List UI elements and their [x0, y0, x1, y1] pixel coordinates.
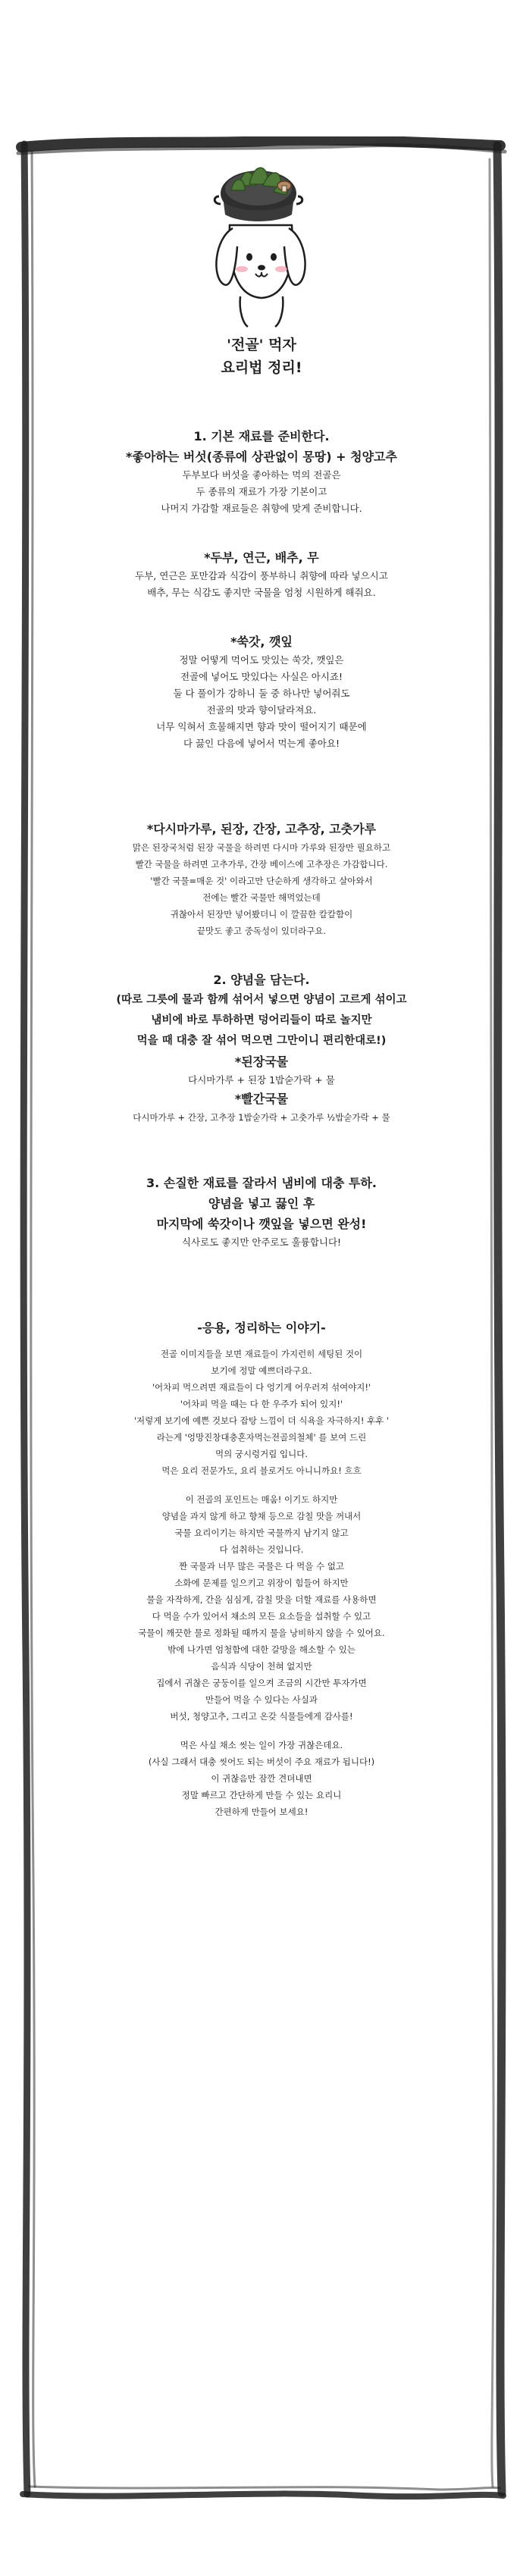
section-2: [38, 970, 485, 1126]
text-line: 밖에 나가면 엄청함에 대한 갈망을 해소할 수 있는: [168, 1644, 355, 1655]
text-line: 양념을 과지 않게 하고 향채 등으로 감칠 맛을 꺼내서: [161, 1511, 362, 1521]
page-title: [38, 334, 485, 379]
story-paragraph-1: [38, 1346, 485, 1479]
title-line-1: '전골' 먹자: [227, 337, 296, 353]
red-broth-heading: *빨간국물: [234, 1092, 289, 1106]
text-line: 나머지 가감할 재료들은 취향에 맞게 준비합니다.: [161, 503, 362, 514]
text-line: 정말 빠르고 간단하게 만들 수 있는 요리니: [181, 1790, 342, 1800]
text-line: 다 먹을 수가 있어서 채소의 모든 요소들을 섭취할 수 있고: [152, 1611, 371, 1622]
dog-with-hotpot-icon: [201, 155, 322, 330]
tofu-heading: *두부, 연근, 배추, 무: [204, 550, 319, 565]
title-line-2: 요리법 정리!: [221, 359, 302, 376]
text-line: 맑은 된장국처럼 된장 국물을 하려면 다시마 가루와 된장만 필요하고: [132, 842, 391, 853]
text-line: '어차피 먹으려면 재료들이 다 엉기게 어우러져 섞여야지!': [152, 1382, 371, 1393]
text-line: '어차피 먹을 때는 다 한 우주가 되어 있지!': [180, 1399, 343, 1409]
text-line: 먹은 사실 채소 씻는 일이 가장 귀찮은데요.: [180, 1740, 343, 1750]
text-line: 만들어 먹을 수 있다는 사실과: [205, 1694, 318, 1705]
text-line: 음식과 식당이 천혀 없지만: [211, 1661, 312, 1672]
story-heading: -응용, 정리하는 이야기-: [197, 1321, 326, 1335]
sauce-section: [38, 819, 485, 939]
section-3-bold-line: 마지막에 쑥갓이나 깻잎을 넣으면 완성!: [156, 1217, 367, 1231]
text-line: 배추, 무는 식감도 좋지만 국물을 엄청 시원하게 해줘요.: [147, 587, 376, 598]
text-line: 끝맛도 좋고 중독성이 있더라구요.: [196, 926, 327, 936]
section-2-bold-line: 냄비에 바로 투하하면 덩어리들이 따로 놀지만: [151, 1014, 372, 1026]
text-line: 이 귀찮음만 잠깐 견뎌내면: [211, 1773, 312, 1784]
text-line: 국물 요리이기는 하지만 국물까지 남기지 않고: [174, 1528, 349, 1538]
text-line: 먹은 요리 전문가도, 요리 블로거도 아니니까요! 흐흐: [161, 1465, 362, 1476]
recipe-content: [38, 334, 485, 1851]
text-line: 두부, 연근은 포만감과 식감이 풍부하니 취향에 따라 넣으시고: [135, 570, 388, 581]
text-line: '저렇게 보기에 예쁜 것보다 잡탕 느낌이 더 식욕을 자극하지! 후후 ': [133, 1415, 390, 1426]
text-line: 빨간 국물을 하려면 고추가루, 간장 베이스에 고추장은 가감합니다.: [135, 859, 388, 870]
text-line: '빨간 국물=매운 것' 이라고만 단순하게 생각하고 살아와서: [150, 876, 373, 886]
text-line: 집에서 귀찮은 궁둥이를 일으켜 조금의 시간만 투자가면: [156, 1678, 367, 1688]
text-line: (사실 그래서 대충 씻어도 되는 버섯이 주요 재료가 됩니다!): [148, 1757, 375, 1767]
greens-section: [38, 631, 485, 752]
text-line: 전골에 넣어도 맛있다는 사실은 아시죠!: [180, 671, 343, 682]
doenjang-recipe: 다시마가루 + 된장 1밥숟가락 + 물: [188, 1074, 335, 1086]
text-line: 전골 이미지들을 보면 재료들이 가지런히 세팅된 것이: [160, 1349, 363, 1359]
section-1-subheading: *좋아하는 버섯(종류에 상관없이 몽땅) + 청양고추: [126, 450, 397, 464]
story-paragraph-3: [38, 1737, 485, 1820]
text-line: 전골의 맛과 향이달라져요.: [206, 704, 317, 716]
greens-heading: *쑥갓, 깻잎: [230, 635, 293, 649]
section-3-bold-line: 양념을 넣고 끓인 후: [208, 1196, 315, 1211]
story-paragraph-2: [38, 1491, 485, 1725]
text-line: 너무 익혀서 흐물해지면 향과 맛이 떨어지기 때문에: [156, 721, 367, 732]
text-line: 둘 다 풀이가 강하니 둘 중 하나만 넣어줘도: [173, 688, 350, 699]
text-line: 보기에 정말 예쁘더라구요.: [211, 1365, 312, 1376]
section-1: [38, 426, 485, 517]
text-line: 귀찮아서 된장만 넣어봤더니 이 깔끔한 칼칼함이: [170, 909, 353, 920]
text-line: 짠 국물과 너무 많은 국물은 다 먹을 수 없고: [178, 1561, 345, 1572]
section-3-note: 식사로도 좋지만 안주로도 훌륭합니다!: [181, 1236, 342, 1248]
section-1-heading: 1. 기본 재료를 준비한다.: [193, 429, 330, 443]
text-line: 물을 자작하게, 간을 심심게, 감칠 맛을 더할 재료를 사용하면: [146, 1594, 377, 1605]
text-line: 소화에 문제를 일으키고 위장이 힘들어 하지만: [174, 1578, 349, 1588]
section-3-bold-line: 3. 손질한 재료를 잘라서 냄비에 대충 투하.: [146, 1176, 377, 1190]
doenjang-heading: *된장국물: [234, 1055, 289, 1069]
text-line: 간편하게 만들어 보세요!: [215, 1807, 308, 1817]
text-line: 먹의 궁시렁거림 입니다.: [215, 1449, 308, 1459]
text-line: 국물이 깨끗한 물로 정화될 때까지 물을 낭비하지 않을 수 있어요.: [138, 1628, 385, 1638]
section-2-bold-line: (따로 그릇에 물과 함께 섞어서 넣으면 양념이 고르게 섞이고: [116, 994, 407, 1006]
red-broth-recipe: 다시마가루 + 간장, 고추장 1밥숟가락 + 고춧가루 ½밥숟가락 + 물: [133, 1112, 390, 1123]
text-line: 버섯, 청양고추, 그리고 온갖 식물들에게 감사를!: [170, 1711, 353, 1722]
story-section: [38, 1318, 485, 1820]
section-3: [38, 1173, 485, 1251]
text-line: 두부보다 버섯을 좋아하는 먹의 전골은: [182, 469, 341, 481]
text-line: 전에는 빨간 국물만 해먹었는데: [202, 892, 321, 903]
text-line: 다 끓인 다음에 넣어서 먹는게 좋아요!: [183, 738, 340, 749]
text-line: 라는게 '엉망진창대충혼자먹는전골의철체' 를 보여 드린: [156, 1432, 367, 1443]
sauce-heading: *다시마가루, 된장, 간장, 고추장, 고춧가루: [146, 822, 377, 836]
text-line: 이 전골의 포인트는 매움! 이기도 하지만: [185, 1494, 338, 1505]
section-2-heading: 2. 양념을 담는다.: [213, 973, 310, 987]
tofu-section: [38, 547, 485, 601]
text-line: 다 섭취하는 것입니다.: [219, 1544, 304, 1555]
section-2-bold-line: 먹을 때 대충 잘 섞어 먹으면 그만이니 편리한대로!): [136, 1035, 387, 1047]
text-line: 두 종류의 재료가 가장 기본이고: [196, 486, 327, 497]
text-line: 정말 어떻게 먹어도 맛있는 쑥갓, 깻잎은: [179, 654, 344, 666]
